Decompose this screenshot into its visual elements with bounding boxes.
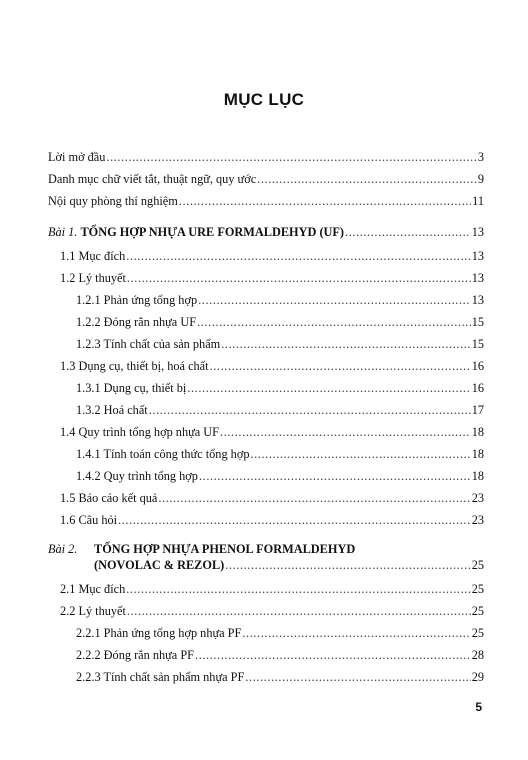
toc-entry[interactable] bbox=[76, 381, 484, 396]
toc-entry[interactable] bbox=[76, 469, 484, 484]
toc-entry-label: 1.2.1 Phản ứng tổng hợp bbox=[76, 293, 198, 307]
dot-leader bbox=[245, 670, 470, 685]
toc-entry-label: 1.4.2 Quy trình tổng hợp bbox=[76, 469, 198, 483]
toc-entry-label: 1.3.2 Hoá chất bbox=[76, 403, 148, 417]
dot-leader bbox=[149, 403, 471, 418]
toc-entry-page: 3 bbox=[477, 150, 484, 164]
toc-entry-page: 11 bbox=[472, 194, 484, 208]
toc-entry-page: 25 bbox=[471, 558, 484, 572]
chapter-title: TỔNG HỢP NHỰA PHENOL FORMALDEHYD bbox=[94, 542, 356, 556]
toc-entry[interactable] bbox=[76, 403, 484, 418]
toc-entry-label: 1.2.3 Tính chất của sản phẩm bbox=[76, 337, 221, 351]
dot-leader bbox=[126, 582, 470, 597]
toc-entry-label: 2.2.1 Phản ứng tổng hợp nhựa PF bbox=[76, 626, 242, 640]
toc-entry-label: Nội quy phòng thí nghiệm bbox=[48, 194, 178, 208]
toc-entry[interactable] bbox=[76, 293, 484, 308]
toc-entry-page: 25 bbox=[471, 626, 484, 640]
toc-entry[interactable] bbox=[60, 582, 484, 597]
toc-entry-page: 18 bbox=[471, 469, 484, 483]
toc-entry-label: 1.4.1 Tính toán công thức tổng hợp bbox=[76, 447, 250, 461]
toc-entry[interactable] bbox=[76, 337, 484, 352]
dot-leader bbox=[199, 469, 471, 484]
toc-chapter-entry[interactable] bbox=[48, 542, 484, 557]
toc-entry[interactable] bbox=[76, 315, 484, 330]
dot-leader bbox=[106, 150, 476, 165]
toc-entry[interactable] bbox=[76, 447, 484, 462]
toc-chapter-entry[interactable] bbox=[48, 225, 484, 240]
toc-entry-label: 1.5 Báo cáo kết quả bbox=[60, 491, 158, 505]
toc-entry-page: 16 bbox=[471, 381, 484, 395]
toc-entry[interactable] bbox=[48, 194, 484, 209]
dot-leader bbox=[198, 293, 471, 308]
toc-entry-label: 1.6 Câu hỏi bbox=[60, 513, 118, 527]
toc-entry-page: 9 bbox=[477, 172, 484, 186]
toc-entry-page: 13 bbox=[471, 225, 484, 239]
chapter-number: Bài 1. bbox=[48, 225, 78, 239]
toc-entry[interactable] bbox=[76, 626, 484, 641]
toc-entry-page: 13 bbox=[471, 271, 484, 285]
toc-entry-page: 29 bbox=[471, 670, 484, 684]
toc-entry-page: 23 bbox=[471, 491, 484, 505]
toc-entry-page: 13 bbox=[471, 293, 484, 307]
dot-leader bbox=[127, 604, 471, 619]
dot-leader bbox=[210, 359, 471, 374]
toc-entry-page: 25 bbox=[471, 604, 484, 618]
dot-leader bbox=[126, 249, 470, 264]
toc-entry[interactable] bbox=[76, 670, 484, 685]
dot-leader bbox=[127, 271, 471, 286]
toc-entry-page: 28 bbox=[471, 648, 484, 662]
toc-entry-page: 17 bbox=[471, 403, 484, 417]
dot-leader bbox=[345, 225, 471, 240]
dot-leader bbox=[179, 194, 471, 209]
toc-entry-label: 1.2 Lý thuyết bbox=[60, 271, 126, 285]
dot-leader bbox=[257, 172, 477, 187]
toc-entry-page: 18 bbox=[471, 447, 484, 461]
toc-entry-label: 2.2 Lý thuyết bbox=[60, 604, 126, 618]
toc-chapter-entry-continued[interactable] bbox=[94, 558, 484, 573]
dot-leader bbox=[225, 558, 470, 573]
toc-entry-page: 23 bbox=[471, 513, 484, 527]
toc-entry-page: 15 bbox=[471, 315, 484, 329]
toc-entry-label: 1.2.2 Đóng rắn nhựa UF bbox=[76, 315, 197, 329]
toc-entry[interactable] bbox=[60, 513, 484, 528]
toc-entry[interactable] bbox=[60, 604, 484, 619]
toc-entry[interactable] bbox=[60, 249, 484, 264]
toc-entry-page: 25 bbox=[471, 582, 484, 596]
dot-leader bbox=[242, 626, 470, 641]
toc-entry[interactable] bbox=[48, 150, 484, 165]
chapter-title-line2: (NOVOLAC & REZOL) bbox=[94, 558, 225, 572]
toc-entry-page: 16 bbox=[471, 359, 484, 373]
dot-leader bbox=[221, 337, 470, 352]
page-title: MỤC LỤC bbox=[223, 90, 305, 109]
toc-entry-label: 2.2.2 Đóng rắn nhựa PF bbox=[76, 648, 195, 662]
page-number: 5 bbox=[475, 700, 482, 714]
toc-entry-label: 1.1 Mục đích bbox=[60, 249, 126, 263]
toc-entry[interactable] bbox=[60, 359, 484, 374]
toc-entry[interactable] bbox=[60, 425, 484, 440]
toc-entry[interactable] bbox=[76, 648, 484, 663]
toc-entry-page: 13 bbox=[471, 249, 484, 263]
toc-entry-label: 2.2.3 Tính chất sản phẩm nhựa PF bbox=[76, 670, 245, 684]
toc-entry[interactable] bbox=[60, 271, 484, 286]
dot-leader bbox=[158, 491, 470, 506]
dot-leader bbox=[197, 315, 471, 330]
toc-entry-page: 18 bbox=[471, 425, 484, 439]
dot-leader bbox=[250, 447, 470, 462]
toc-entry-label: 2.1 Mục đích bbox=[60, 582, 126, 596]
toc-entry[interactable] bbox=[48, 172, 484, 187]
dot-leader bbox=[195, 648, 471, 663]
toc-entry[interactable] bbox=[60, 491, 484, 506]
chapter-title: TỔNG HỢP NHỰA URE FORMALDEHYD (UF) bbox=[80, 225, 345, 239]
toc-entry-label: 1.3.1 Dụng cụ, thiết bị bbox=[76, 381, 187, 395]
toc-entry-page: 15 bbox=[471, 337, 484, 351]
chapter-number: Bài 2. bbox=[48, 542, 78, 556]
dot-leader bbox=[187, 381, 470, 396]
dot-leader bbox=[118, 513, 471, 528]
dot-leader bbox=[220, 425, 471, 440]
toc-entry-label: Danh mục chữ viết tắt, thuật ngữ, quy ước bbox=[48, 172, 257, 186]
toc-entry-label: Lời mở đầu bbox=[48, 150, 106, 164]
toc-entry-label: 1.4 Quy trình tổng hợp nhựa UF bbox=[60, 425, 220, 439]
toc-entry-label: 1.3 Dụng cụ, thiết bị, hoá chất bbox=[60, 359, 209, 373]
